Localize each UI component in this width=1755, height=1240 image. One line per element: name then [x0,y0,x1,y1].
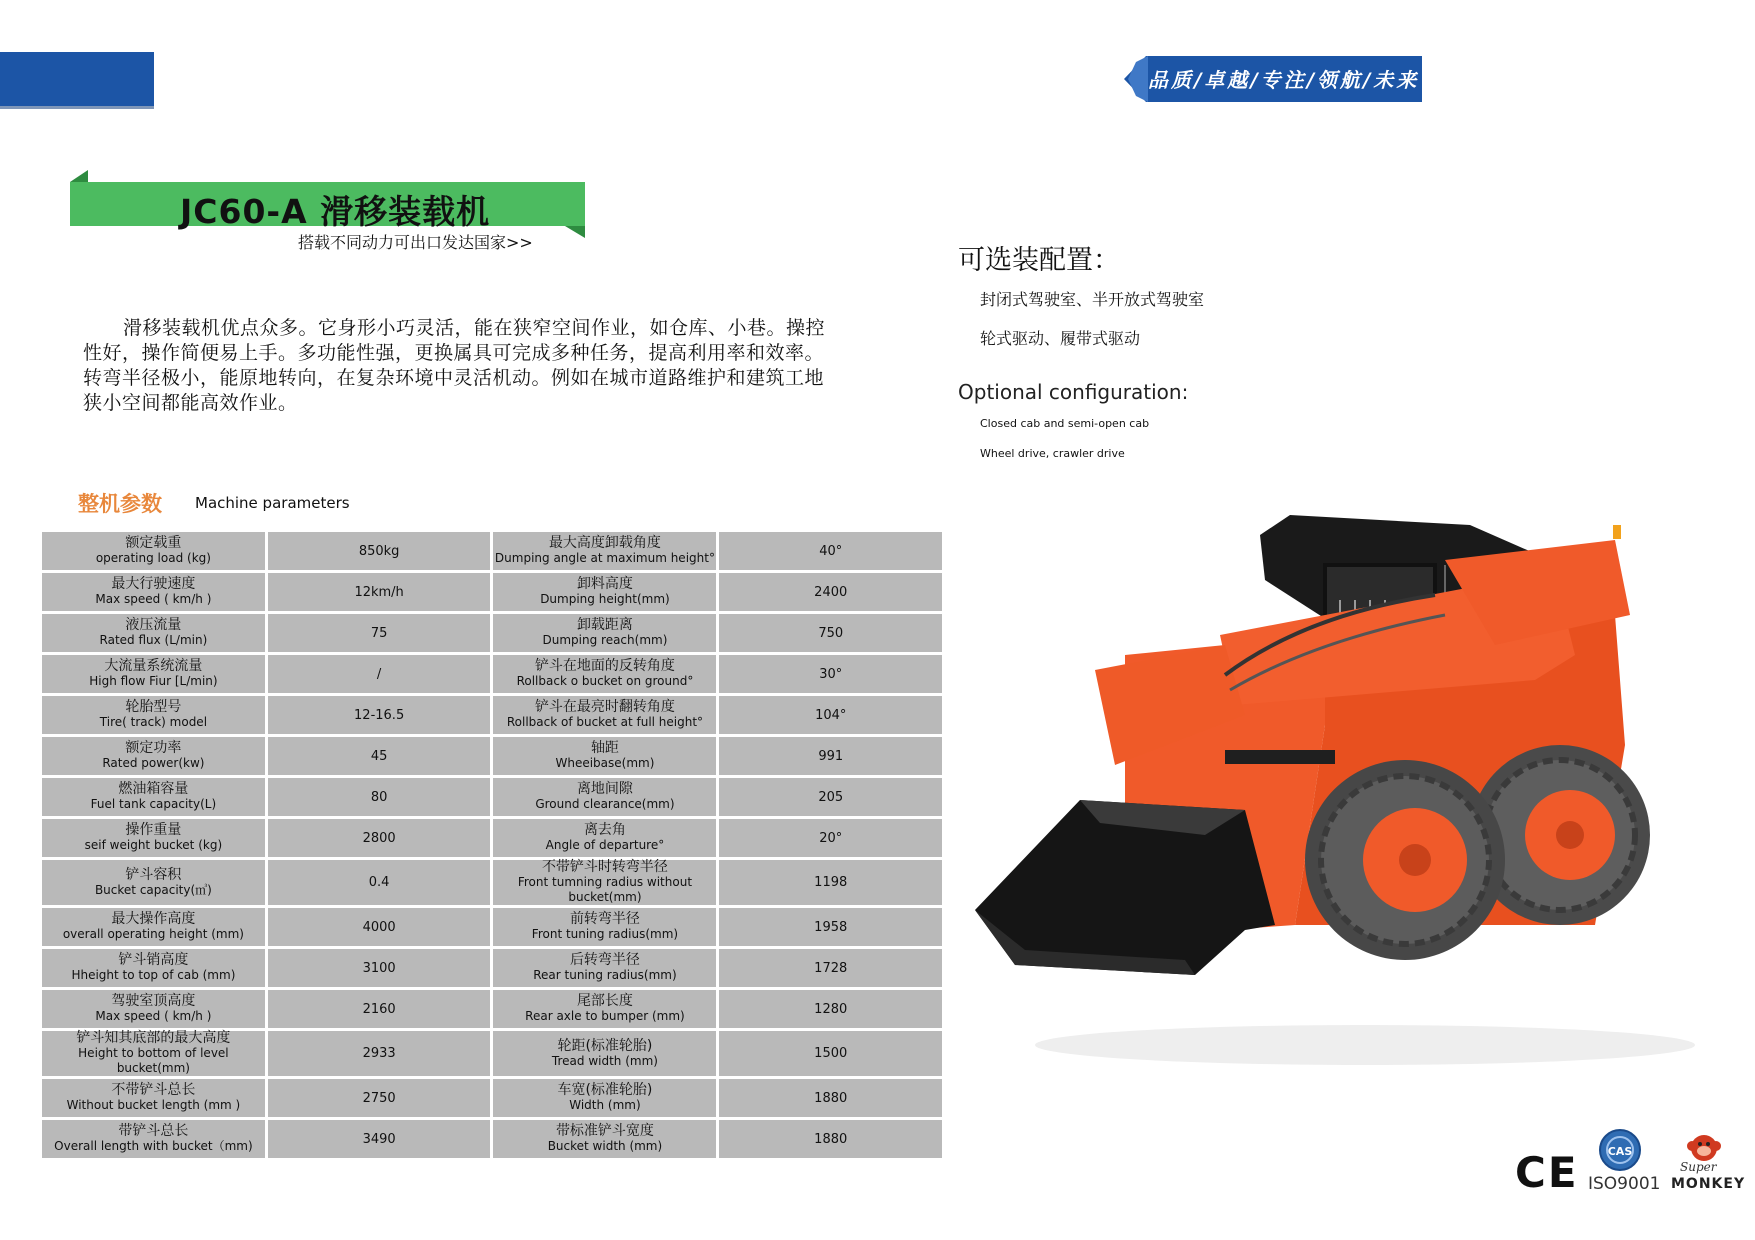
cas-logo-text: CAS [1607,1145,1633,1158]
spec-label-right [493,696,716,734]
spec-label-cn: 铲斗在最亮时翻转角度 [534,699,675,715]
spec-label-en: Rear tuning radius(mm) [533,968,677,982]
spec-value: 1880 [814,1131,848,1147]
spec-value-right [719,614,942,652]
spec-value-left [268,949,491,987]
spec-row [42,949,942,987]
spec-value: 12-16.5 [354,707,405,723]
spec-value-left [268,737,491,775]
spec-label-right [493,614,716,652]
spec-label-left [42,737,265,775]
spec-table-body [42,532,942,1158]
spec-value: 2800 [362,830,396,846]
spec-value-left [268,908,491,946]
spec-label-left [42,532,265,570]
spec-value: 2933 [362,1046,396,1061]
spec-value-right [719,990,942,1028]
spec-table [39,529,945,1161]
spec-value: 2750 [362,1090,396,1106]
spec-label-en: Hheight to top of cab (mm) [71,968,236,982]
spec-value: 45 [370,748,388,764]
spec-value-left [268,655,491,693]
spec-label-en: Bucket width (mm) [547,1139,663,1153]
spec-row [42,573,942,611]
spec-value: 40° [819,543,843,559]
spec-label-left [42,778,265,816]
spec-label-cn: 离去角 [583,822,626,838]
spec-label-en: operating load (kg) [95,551,211,565]
spec-label-en: Max speed ( km/h ) [95,1009,212,1023]
spec-label-en: Fuel tank capacity(L) [90,797,217,811]
spec-label-right [493,819,716,857]
brand-name: MONKEY [1671,1176,1746,1192]
spec-label-en: Tire( track) model [99,715,208,729]
spec-value-left [268,1120,491,1158]
spec-label-en: Dumping height(mm) [540,592,670,606]
spec-label-right [493,860,716,905]
spec-label-right [493,1031,716,1076]
option-item-en: Closed cab and semi-open cab [980,417,1150,430]
spec-label-en: Rated flux (L/min) [99,633,208,647]
spec-value: 3490 [362,1131,396,1147]
spec-label-right [493,990,716,1028]
spec-value: 104° [815,707,847,723]
spec-label-cn: 燃油箱容量 [118,781,189,797]
spec-label-en: Rear axle to bumper (mm) [525,1009,685,1023]
spec-label-right [493,737,716,775]
spec-value-right [719,655,942,693]
product-subtitle: 搭载不同动力可出口发达国家>> [298,233,533,252]
spec-label-en: Wheeibase(mm) [555,756,655,770]
spec-label-cn: 最大操作高度 [111,911,196,927]
brand-script: Super [1680,1160,1717,1174]
spec-label-en: Height to bottom of level bucket(mm) [78,1046,229,1075]
spec-value-right [719,1120,942,1158]
spec-value-left [268,1031,491,1076]
spec-value-left [268,819,491,857]
options-title-cn: 可选装配置： [958,245,1120,276]
spec-label-cn: 前转弯半径 [569,911,640,927]
spec-label-cn: 额定功率 [125,740,182,756]
spec-value-right [719,949,942,987]
spec-label-cn: 轴距 [590,740,619,756]
spec-value: 75 [370,625,388,641]
spec-value: 1958 [814,919,848,935]
spec-label-cn: 最大高度卸载角度 [548,535,661,551]
spec-label-cn: 最大行驶速度 [111,576,196,592]
spec-label-cn: 卸载距离 [576,617,633,633]
spec-label-cn: 带标准铲斗宽度 [555,1123,654,1139]
spec-value: 1198 [814,875,848,890]
spec-label-right [493,573,716,611]
spec-label-en: Rated power(kw) [102,756,205,770]
spec-label-en: seif weight bucket (kg) [84,838,223,852]
spec-label-left [42,908,265,946]
spec-label-cn: 轮距(标准轮胎) [557,1037,653,1054]
spec-label-cn: 带铲斗总长 [118,1123,189,1139]
spec-label-right [493,1079,716,1117]
spec-label-en: Bucket capacity(㎥) [94,882,212,897]
spec-label-left [42,949,265,987]
spec-label-cn: 液压流量 [125,617,182,633]
spec-row [42,532,942,570]
spec-label-en: High flow Fiur [L/min) [89,674,218,688]
spec-value-left [268,990,491,1028]
params-heading-en: Machine parameters [195,494,350,512]
spec-value-right [719,573,942,611]
spec-value: 850kg [358,543,400,559]
spec-value: 20° [819,830,843,846]
option-item-cn: 封闭式驾驶室、半开放式驾驶室 [980,290,1205,309]
monkey-brand-icon [1680,1128,1728,1164]
spec-row [42,1120,942,1158]
spec-row [42,860,942,905]
spec-label-right [493,1120,716,1158]
spec-label-en: Overall length with bucket（mm) [54,1139,253,1153]
option-item-en: Wheel drive, crawler drive [980,447,1125,460]
spec-label-en: Max speed ( km/h ) [95,592,212,606]
spec-value: 3100 [362,960,396,976]
spec-value: 2160 [362,1001,396,1017]
ce-mark: CE [1515,1148,1579,1197]
spec-value: 4000 [362,919,396,935]
header-blue-bar [0,52,154,109]
spec-value-left [268,860,491,905]
spec-label-en: Rollback of bucket at full height° [506,715,704,729]
spec-value-right [719,1031,942,1076]
spec-label-right [493,949,716,987]
spec-label-left [42,1120,265,1158]
spec-label-en: Front tumning radius without bucket(mm) [517,875,693,904]
spec-label-left [42,860,265,905]
spec-label-cn: 轮胎型号 [125,699,182,715]
skid-steer-loader-image [975,505,1695,1090]
spec-label-cn: 车宽(标准轮胎) [557,1082,653,1098]
spec-value: 991 [818,748,844,764]
spec-label-en: Angle of departure° [545,838,665,852]
spec-value-left [268,1079,491,1117]
spec-label-en: Ground clearance(mm) [535,797,675,811]
spec-label-cn: 额定载重 [125,535,182,551]
intro-paragraph: 滑移装载机优点众多。它身形小巧灵活，能在狭窄空间作业，如仓库、小巷。操控性好，操作简便易上手。多功能性强，更换属具可完成多种任务，提高利用率和效率。转弯半径极小，能原地转向，在复杂环境中灵活机动。例如在城市道路维护和建筑工地狭小空间都能高效作业。 [83,317,826,414]
spec-value-right [719,532,942,570]
spec-label-en: Front tuning radius(mm) [531,927,679,941]
slogan-text: 品质/卓越/专注/领航/未来 [1148,68,1420,92]
spec-label-left [42,655,265,693]
spec-value: / [376,666,382,682]
iso-text: ISO9001 [1588,1174,1661,1194]
spec-value: 1728 [814,960,848,976]
spec-label-right [493,778,716,816]
spec-value: 1880 [814,1090,848,1106]
spec-label-cn: 大流量系统流量 [104,658,203,674]
spec-label-right [493,532,716,570]
spec-label-cn: 离地间隙 [576,781,633,797]
spec-label-cn: 驾驶室顶高度 [111,993,196,1009]
spec-label-cn: 卸料高度 [576,576,633,592]
spec-row [42,990,942,1028]
spec-value-right [719,696,942,734]
option-item-cn: 轮式驱动、履带式驱动 [980,329,1141,348]
spec-value-left [268,778,491,816]
spec-value-right [719,737,942,775]
options-title-en: Optional configuration: [958,380,1189,404]
spec-value-right [719,908,942,946]
spec-value: 2400 [814,584,848,600]
spec-row [42,737,942,775]
spec-label-en: Rollback o bucket on ground° [516,674,694,688]
spec-row [42,696,942,734]
spec-label-en: Dumping angle at maximum height° [494,551,715,565]
spec-label-right [493,655,716,693]
spec-value: 750 [818,625,844,641]
spec-value-right [719,819,942,857]
spec-label-left [42,990,265,1028]
spec-value: 205 [818,789,844,805]
spec-row [42,819,942,857]
spec-row [42,778,942,816]
spec-label-left [42,1031,265,1076]
spec-label-cn: 铲斗在地面的反转角度 [534,658,675,674]
spec-value-right [719,860,942,905]
spec-label-cn: 不带铲斗时转弯半径 [541,859,668,875]
spec-label-en: Tread width (mm) [551,1053,658,1068]
spec-label-cn: 操作重量 [125,822,182,838]
spec-row [42,1031,942,1076]
spec-label-left [42,573,265,611]
spec-label-left [42,696,265,734]
spec-label-left [42,1079,265,1117]
params-heading-cn: 整机参数 [78,492,162,516]
spec-value: 0.4 [368,875,390,890]
spec-value-left [268,573,491,611]
spec-row [42,655,942,693]
spec-label-en: Without bucket length (mm ) [66,1098,241,1112]
spec-value: 80 [370,789,388,805]
spec-label-en: Width (mm) [569,1098,641,1112]
spec-label-cn: 铲斗容积 [125,866,182,883]
spec-value-left [268,696,491,734]
spec-value: 1280 [814,1001,848,1017]
spec-row [42,908,942,946]
spec-value: 30° [819,666,843,682]
spec-label-cn: 尾部长度 [576,993,633,1009]
spec-label-left [42,614,265,652]
spec-row [42,1079,942,1117]
spec-label-cn: 铲斗销高度 [118,952,189,968]
spec-label-right [493,908,716,946]
spec-value: 1500 [814,1046,848,1061]
spec-label-cn: 后转弯半径 [569,952,640,968]
spec-label-cn: 铲斗知其底部的最大高度 [76,1030,231,1046]
spec-label-en: overall operating height (mm) [62,927,244,941]
spec-value: 12km/h [354,584,404,600]
spec-value-left [268,532,491,570]
spec-label-en: Dumping reach(mm) [542,633,668,647]
spec-value-right [719,778,942,816]
spec-value-left [268,614,491,652]
cas-logo-icon [1598,1128,1642,1172]
product-title: JC60-A 滑移装载机 [180,192,491,231]
spec-label-left [42,819,265,857]
spec-label-cn: 不带铲斗总长 [111,1082,196,1098]
spec-value-right [719,1079,942,1117]
spec-row [42,614,942,652]
